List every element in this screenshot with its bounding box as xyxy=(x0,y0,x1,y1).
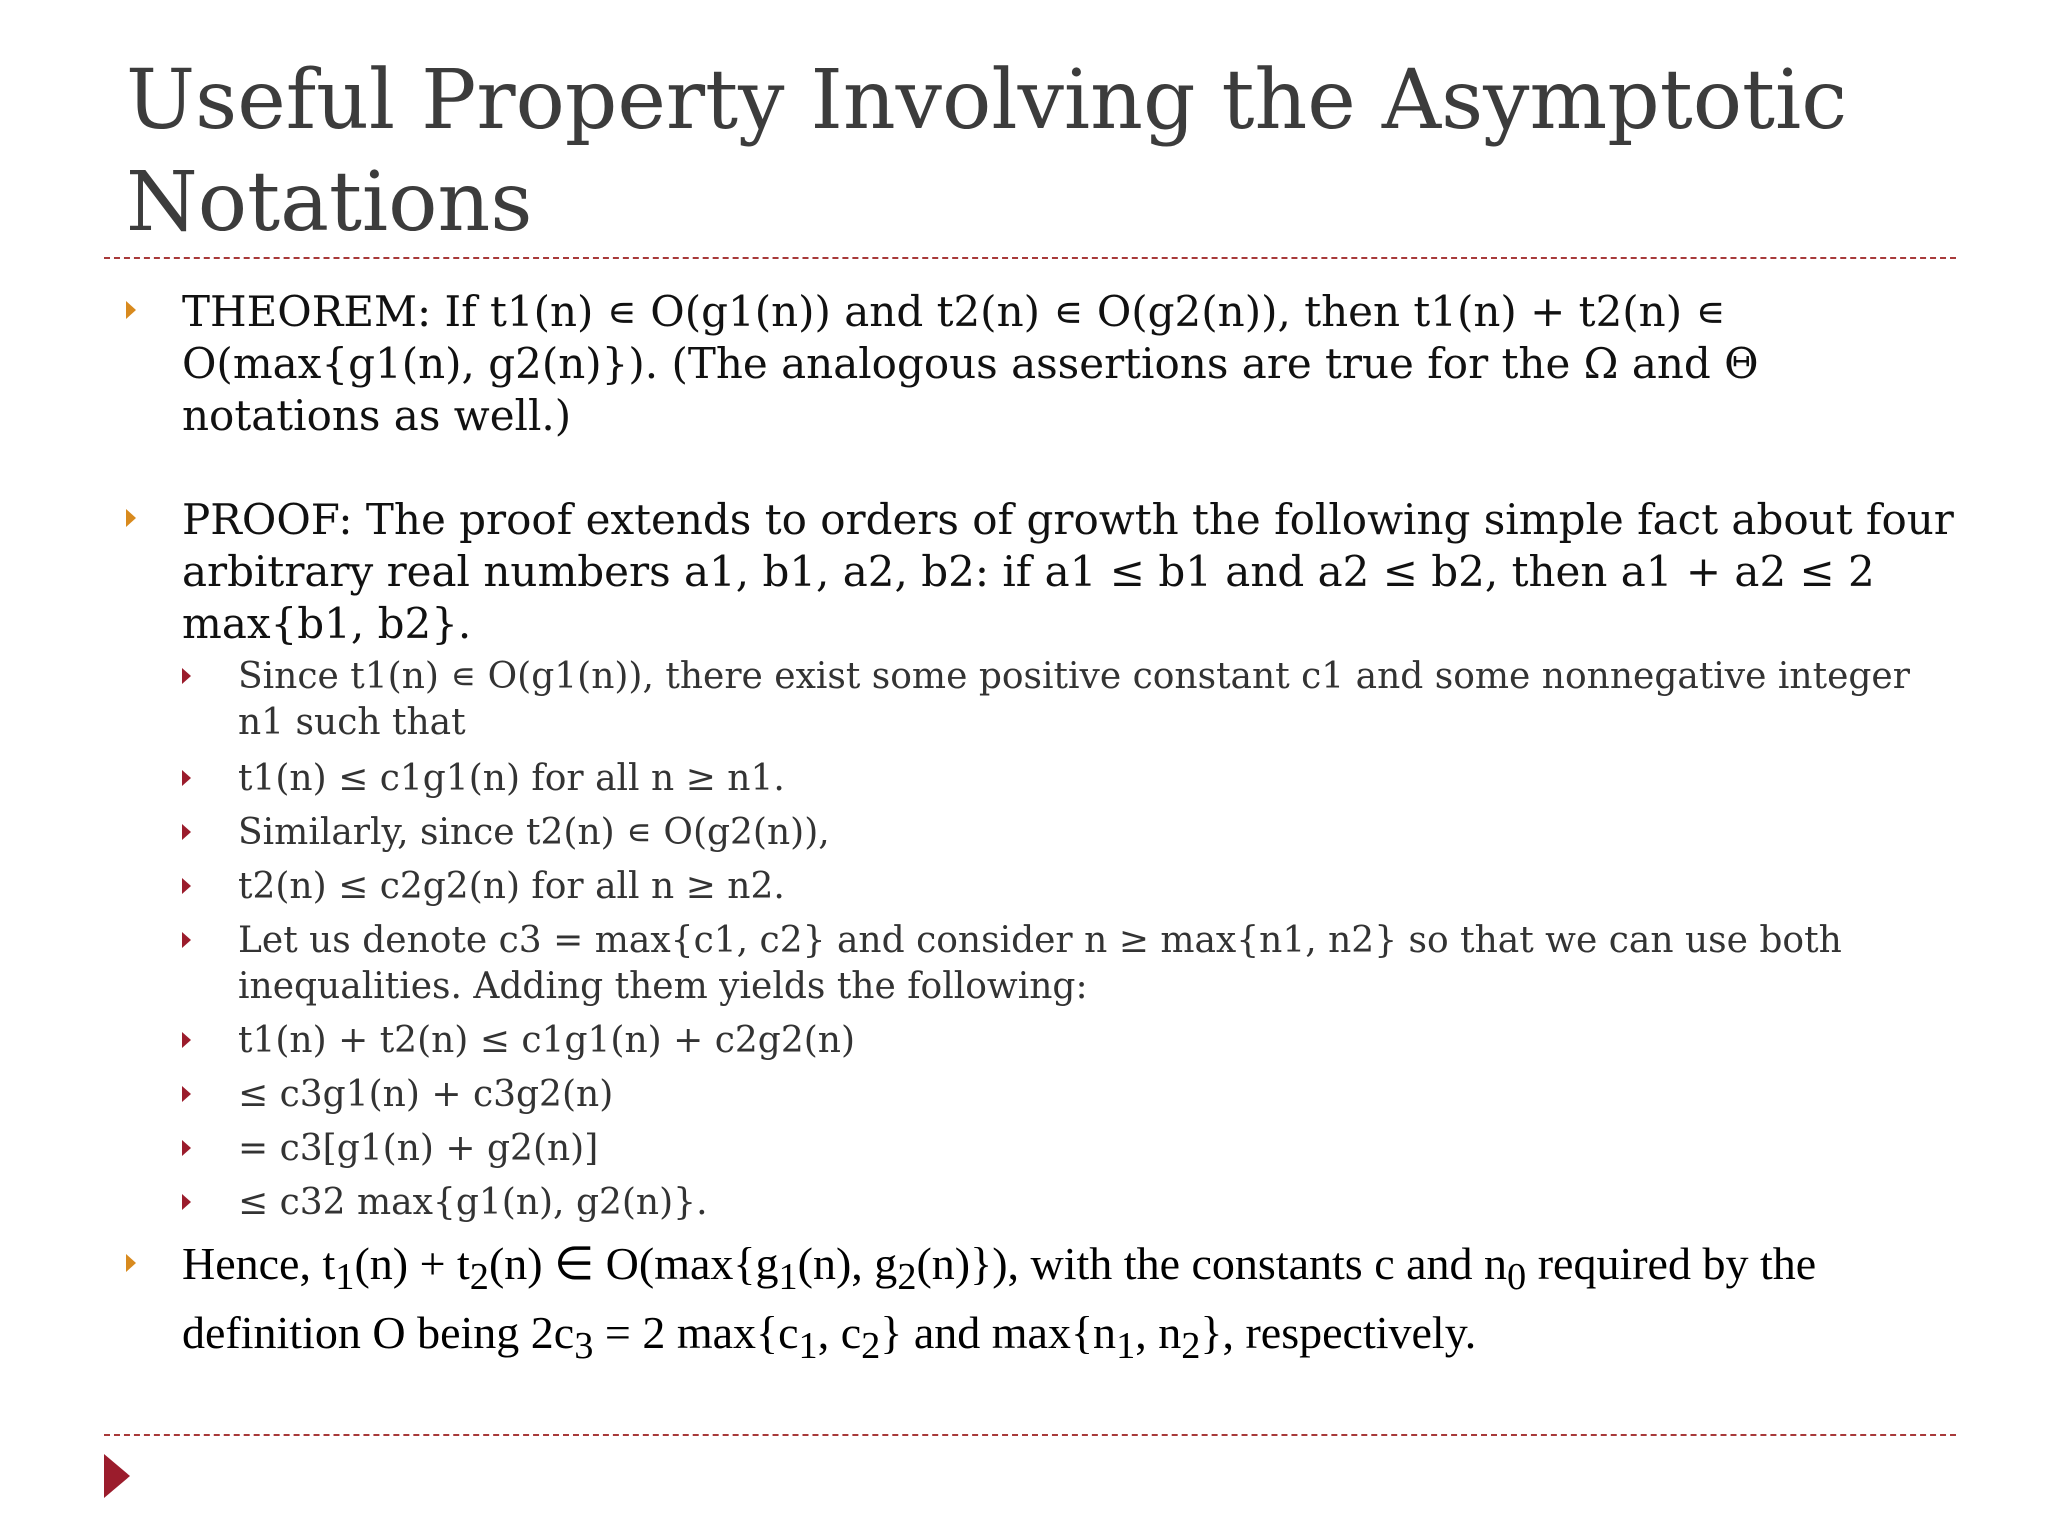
triangle-bullet-icon xyxy=(182,770,191,786)
conclusion-text: Hence, $t_1(n) + t_2(n)$ ∈ $O(\max\{g_1(n)$, $g_2(n)$}), with the constants c and $n_0$ required by the definition O being $2c_3 = 2$ $\max\{c_1$, $c_2$} and $\max\{n_1$, $n_2$}, respectively. xyxy=(182,1238,1817,1368)
triangle-bullet-icon xyxy=(182,824,191,840)
proof-step xyxy=(182,1126,1966,1172)
triangle-bullet-icon xyxy=(126,509,136,527)
conclusion-bullet xyxy=(126,1236,1966,1374)
proof-step xyxy=(182,756,1966,802)
triangle-bullet-icon xyxy=(182,932,191,948)
proof-step-text: Since t1(n) ∊ O(g1(n)), there exist some positive constant c1 and some nonnegative integer n1 such that xyxy=(238,656,1910,743)
footer-divider xyxy=(104,1434,1956,1436)
proof-step-text: Let us denote c3 = max{c1, c2} and consider n ≥ max{n1, n2} so that we can use both inequalities. Adding them yields the following: xyxy=(238,920,1842,1007)
proof-step xyxy=(182,918,1966,1010)
proof-step xyxy=(182,654,1966,746)
triangle-bullet-icon xyxy=(126,301,136,319)
proof-step-text: = c3[g1(n) + g2(n)] xyxy=(238,1128,599,1169)
proof-step xyxy=(182,1072,1966,1118)
proof-step-text: ≤ c3g1(n) + c3g2(n) xyxy=(238,1074,614,1115)
triangle-bullet-icon xyxy=(182,1086,191,1102)
theorem-bullet xyxy=(126,286,1966,442)
proof-step-text: t1(n) ≤ c1g1(n) for all n ≥ n1. xyxy=(238,758,785,799)
proof-step xyxy=(182,1180,1966,1226)
proof-step xyxy=(182,864,1966,910)
proof-step xyxy=(182,810,1966,856)
proof-step-text: Similarly, since t2(n) ∊ O(g2(n)), xyxy=(238,812,830,853)
triangle-bullet-icon xyxy=(182,668,191,684)
proof-step-text: t1(n) + t2(n) ≤ c1g1(n) + c2g2(n) xyxy=(238,1020,856,1061)
proof-text: PROOF: The proof extends to orders of growth the following simple fact about four arbitrary real numbers a1, b1, a2, b2: if a1 ≤ b1 and a2 ≤ b2, then a1 + a2 ≤ 2 max{b1, b2}. xyxy=(182,495,1954,648)
proof-step-text: t2(n) ≤ c2g2(n) for all n ≥ n2. xyxy=(238,866,785,907)
proof-step xyxy=(182,1018,1966,1064)
triangle-bullet-icon xyxy=(182,878,191,894)
triangle-bullet-icon xyxy=(182,1140,191,1156)
slide-title: Useful Property Involving the Asymptotic Notations xyxy=(126,53,1848,250)
proof-step-text: ≤ c32 max{g1(n), g2(n)}. xyxy=(238,1182,708,1223)
triangle-bullet-icon xyxy=(182,1032,191,1048)
theorem-text: THEOREM: If t1(n) ∊ O(g1(n)) and t2(n) ∊ O(g2(n)), then t1(n) + t2(n) ∊ O(max{g1(n), g2(n)}). (The analogous assertions are true for the Ω and Θ notations as well.) xyxy=(182,287,1759,440)
next-slide-arrow-icon[interactable] xyxy=(104,1454,130,1498)
triangle-bullet-icon xyxy=(182,1194,191,1210)
slide-body xyxy=(126,286,1966,1374)
title-divider xyxy=(104,257,1956,259)
proof-bullet xyxy=(126,494,1966,650)
triangle-bullet-icon xyxy=(126,1254,136,1272)
